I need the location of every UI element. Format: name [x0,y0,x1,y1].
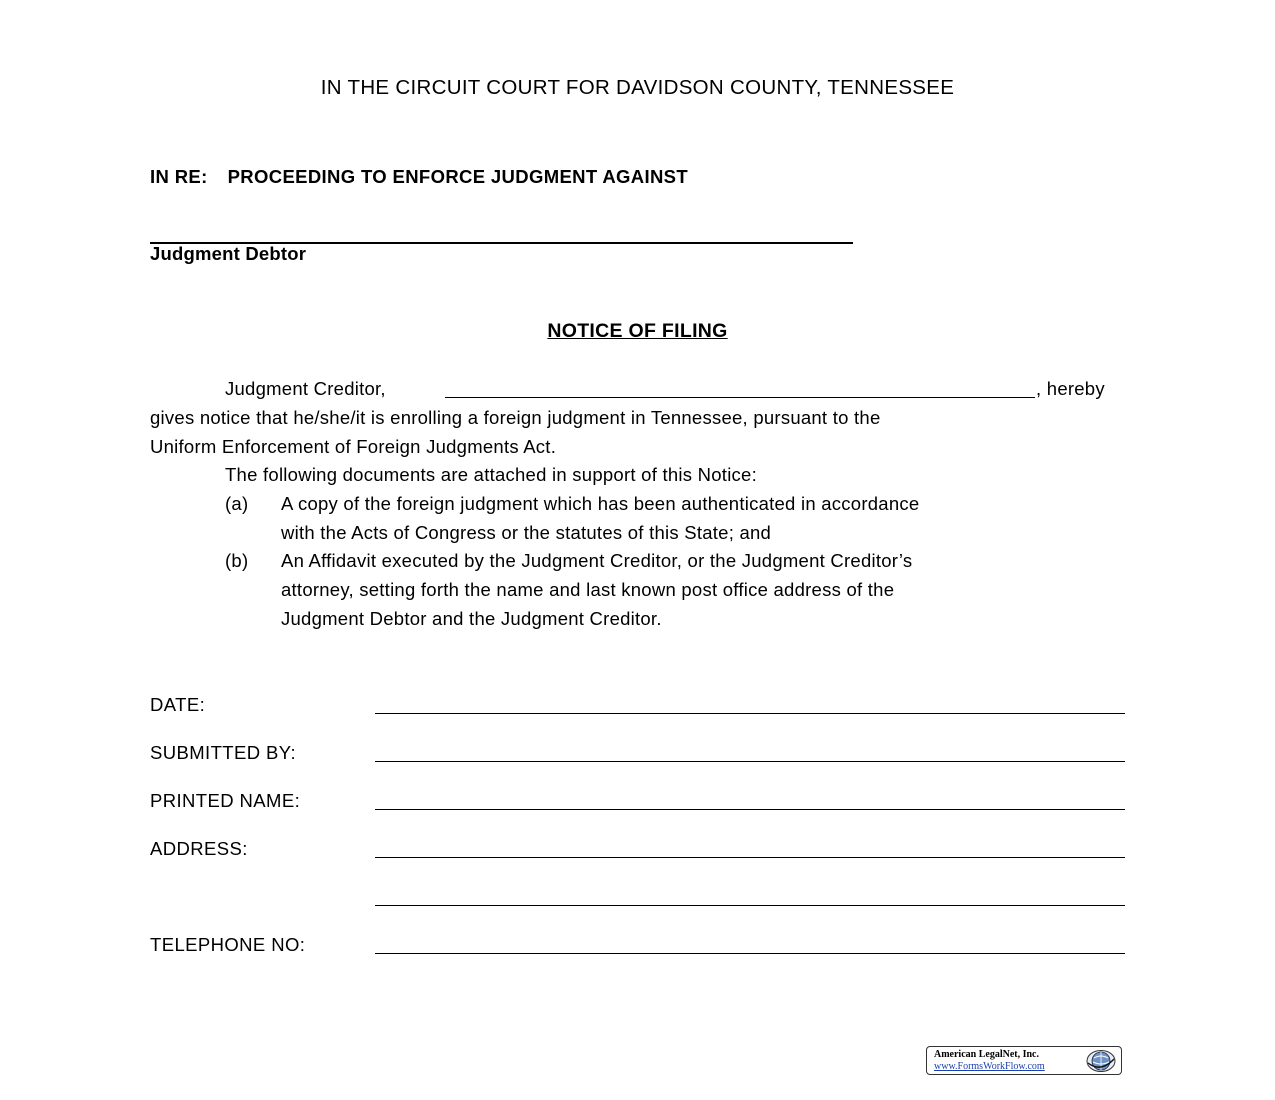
item-b-marker: (b) [225,550,249,571]
address-field-line-2[interactable] [375,905,1125,906]
date-field-line[interactable] [375,713,1125,714]
body-line-1-prefix: Judgment Creditor, [225,378,386,399]
item-b-line-3: Judgment Debtor and the Judgment Creditor. [281,608,662,629]
body-line-1-suffix: , hereby [1036,378,1105,399]
address-field-line-1[interactable] [375,857,1125,858]
date-label: DATE: [150,694,206,715]
in-re-text: PROCEEDING TO ENFORCE JUDGMENT AGAINST [227,166,689,187]
globe-icon [1084,1049,1118,1073]
judgment-creditor-blank-line[interactable] [445,397,1035,398]
telephone-label: TELEPHONE NO: [150,934,306,955]
court-heading: IN THE CIRCUIT COURT FOR DAVIDSON COUNTY, TENNESSEE [320,76,955,99]
logo-company-name: American LegalNet, Inc. [934,1049,1039,1060]
telephone-field-line[interactable] [375,953,1125,954]
in-re-caption [150,166,688,188]
printed-name-label: PRINTED NAME: [150,790,301,811]
in-re-label: IN RE: [150,166,208,187]
address-label: ADDRESS: [150,838,248,859]
item-b-line-1: An Affidavit executed by the Judgment Creditor, or the Judgment Creditor’s [281,550,913,571]
item-b-line-2: attorney, setting forth the name and last known post office address of the [281,579,895,600]
item-a-marker: (a) [225,493,249,514]
printed-name-field-line[interactable] [375,809,1125,810]
item-a-line-2: with the Acts of Congress or the statutes of this State; and [281,522,772,543]
submitted-by-field-line[interactable] [375,761,1125,762]
item-a-line-1: A copy of the foreign judgment which has been authenticated in accordance [281,493,920,514]
body-line-2: gives notice that he/she/it is enrolling a foreign judgment in Tennessee, pursuant to the [150,407,881,428]
body-line-4: The following documents are attached in support of this Notice: [225,464,757,485]
american-legalnet-logo[interactable] [926,1046,1122,1075]
judgment-debtor-label: Judgment Debtor [150,243,307,264]
notice-title: NOTICE OF FILING [547,320,728,342]
submitted-by-label: SUBMITTED BY: [150,742,297,763]
logo-website-link[interactable]: www.FormsWorkFlow.com [934,1061,1045,1072]
body-line-3: Uniform Enforcement of Foreign Judgments Act. [150,436,557,457]
